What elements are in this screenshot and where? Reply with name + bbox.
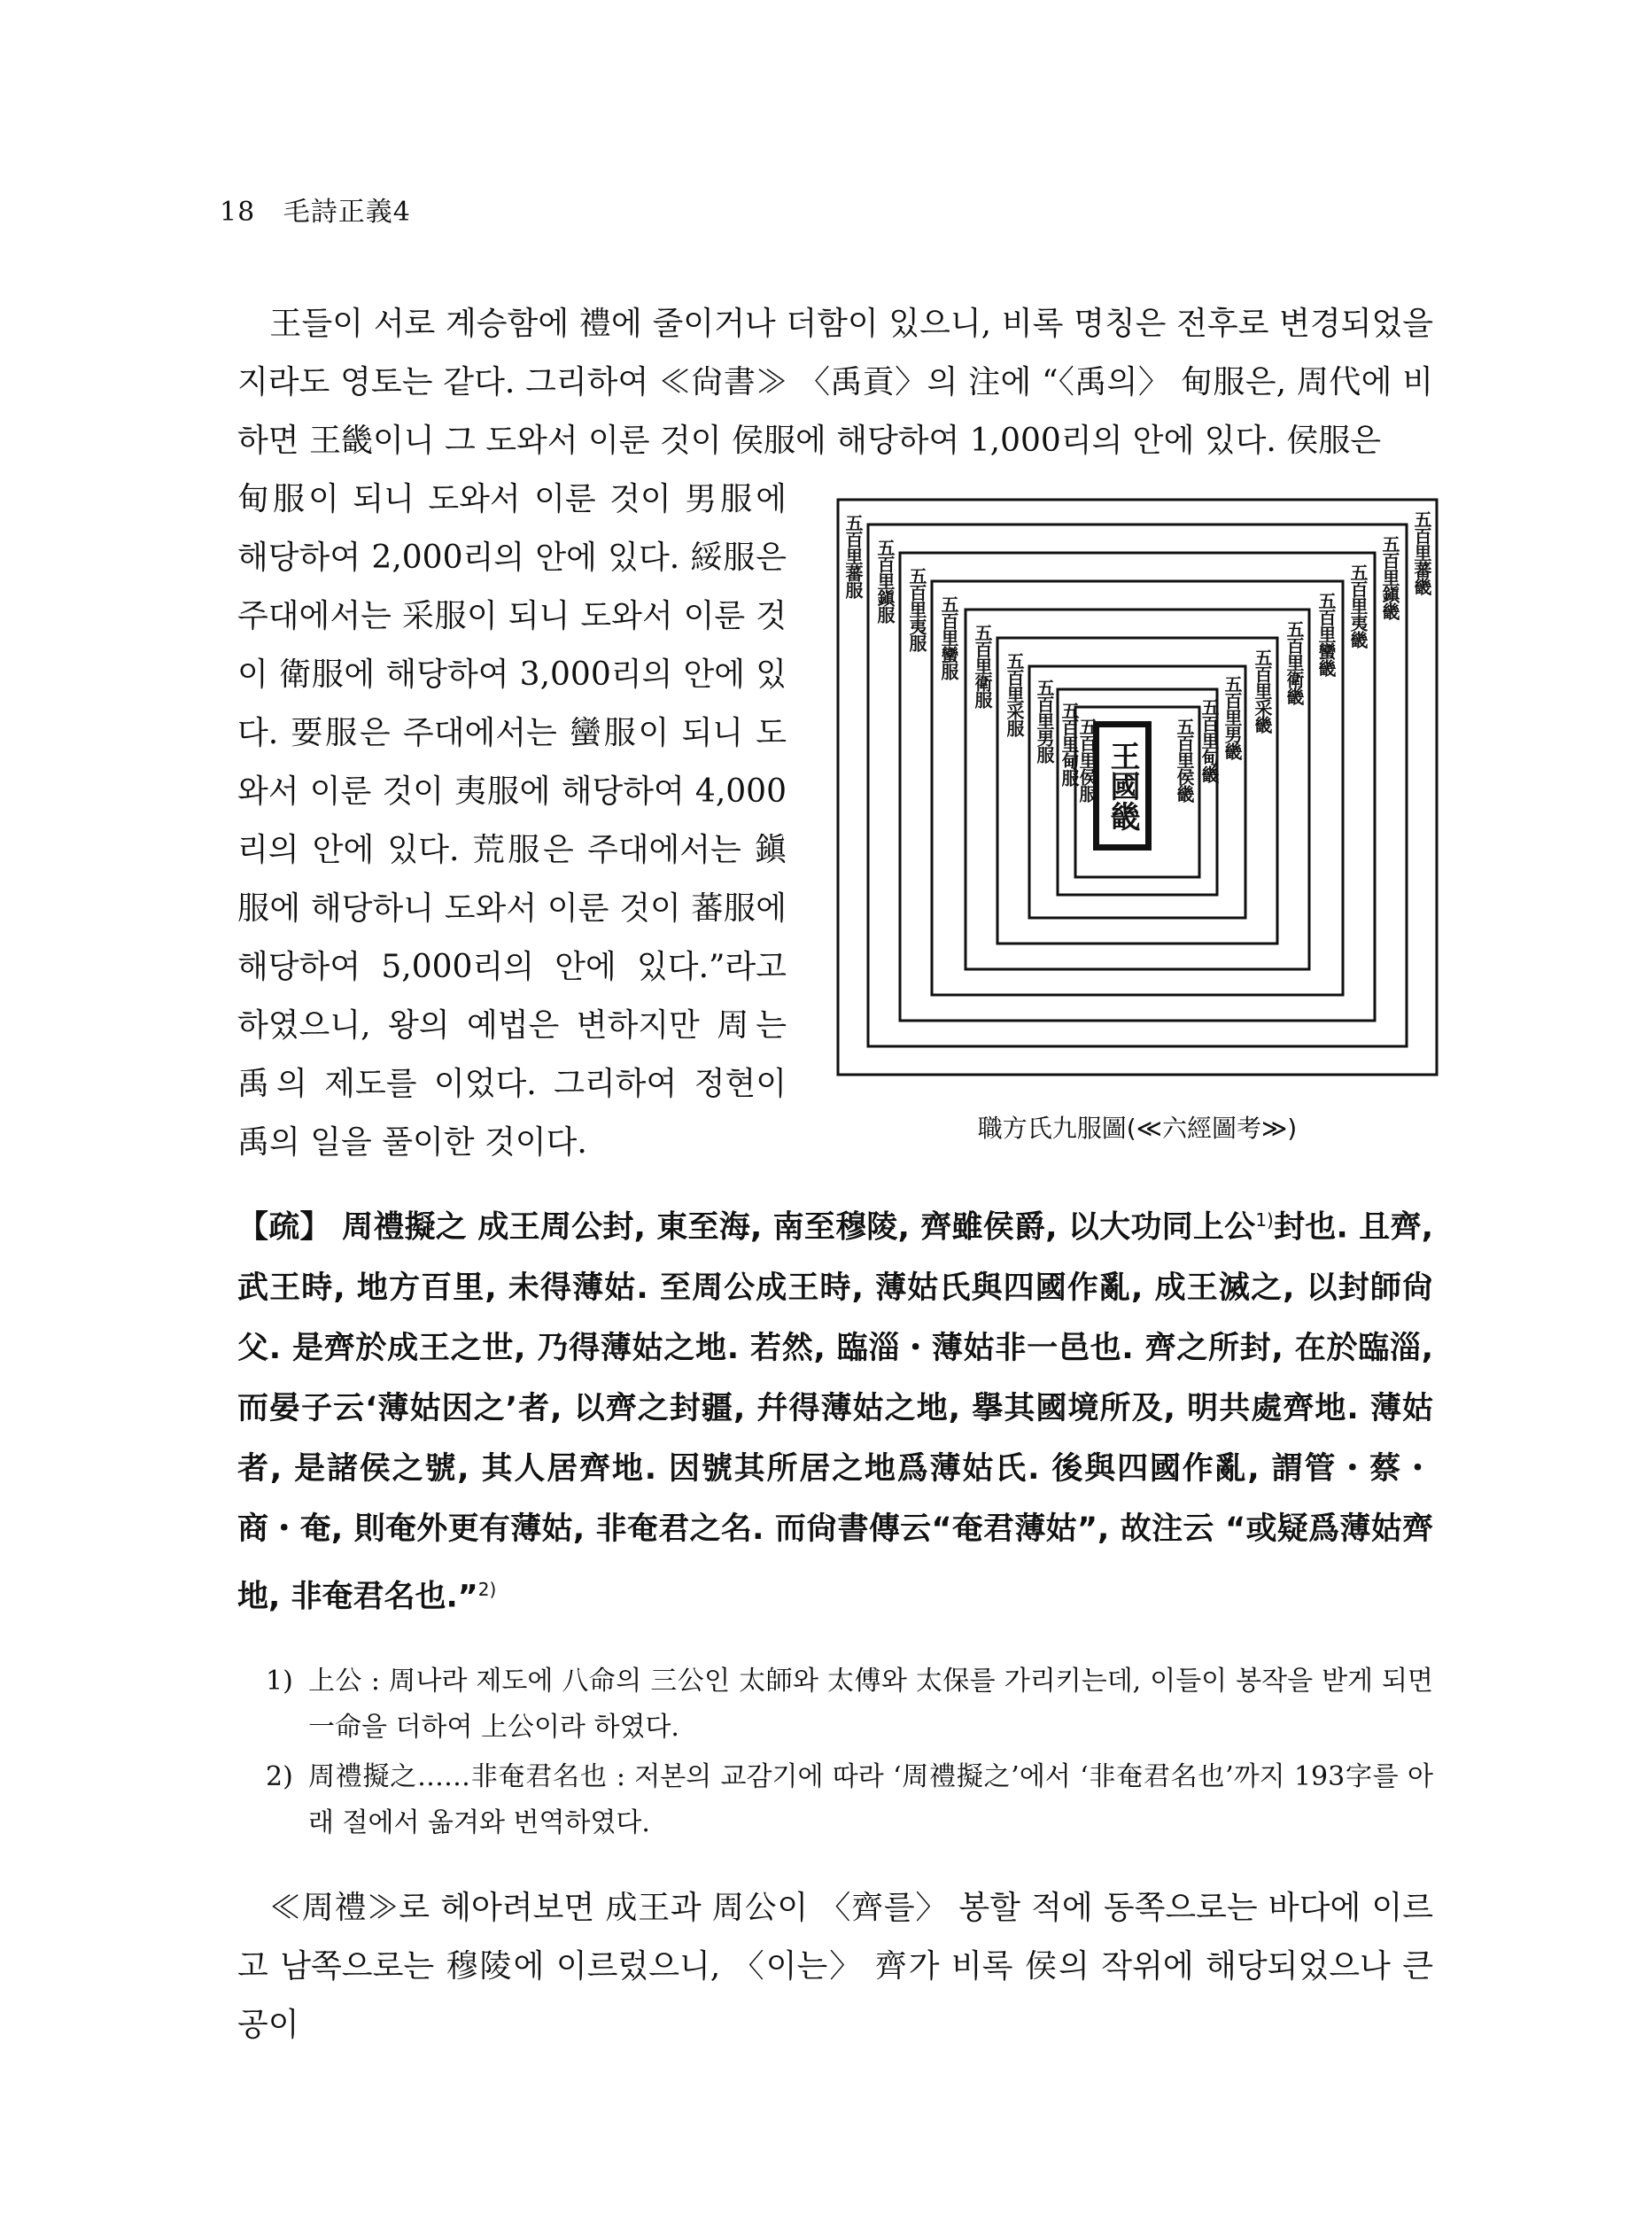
label-right-8: 五百里侯畿 — [1174, 718, 1195, 802]
footnote-2 — [266, 1754, 1433, 1846]
label-left-5: 五百里采服 — [1004, 652, 1025, 736]
footnote-ref-2: 2) — [477, 1578, 497, 1600]
label-left-0: 五百里蕃服 — [842, 514, 864, 598]
footnote-2-number: 2) — [266, 1761, 293, 1792]
commentary-text-b: 封也. 且齊, 武王時, 地方百里, 未得薄姑. 至周公成王時, 薄姑氏與四國作亂, 成王滅之, 以封師尙父. 是齊於成王之世, 乃得薄姑之地. 若然, 臨淄・薄姑非一邑也. 齊之所封, 在於臨淄, 而晏子云‘薄姑因之’者, 以齊之封疆, 幷得薄姑之地, 擧其國境所及, 明共處齊地. 薄姑者, 是諸侯之號, 其人居齊地. 因號其所居之地爲薄姑氏. 後與四國作亂, 謂管・蔡・商・奄, 則奄外更有薄姑, 非奄君之名. 而尙書傳云“奄君薄姑”, 故注云 “或疑爲薄姑齊地, 非奄君名也.” — [237, 1209, 1433, 1615]
paragraph-2-text: ≪周禮≫로 헤아려보면 成王과 周公이 〈齊를〉 봉할 적에 동쪽으로는 바다에 이르고 남쪽으로는 穆陵에 이르렀으니, 〈이는〉 齊가 비록 侯의 작위에 해당되었으나 큰 공이 — [237, 1890, 1433, 2043]
label-right-3: 五百里蠻畿 — [1315, 592, 1337, 676]
label-left-2: 五百里夷服 — [906, 567, 927, 651]
page-number: 18 — [220, 197, 256, 228]
label-left-1: 五百里鎭服 — [874, 539, 896, 623]
paragraph-1 — [237, 295, 1433, 470]
footnotes — [266, 1659, 1433, 1850]
label-left-6: 五百里男服 — [1034, 679, 1055, 763]
commentary — [237, 1190, 1433, 1627]
wrap-paragraph: 甸服이 되니 도와서 이룬 것이 男服에 해당하여 2,000리의 안에 있다. 綏服은 주대에서는 采服이 되니 도와서 이룬 것이 衛服에 해당하여 3,000리의 안에 있다. 要服은 주대에서는 蠻服이 되니 도와서 이룬 것이 夷服에 해당하여 4,000리의 안에 있다. 荒服은 주대에서는 鎭服에 해당하니 도와서 이룬 것이 蕃服에 해당하여 5,000리의 안에 있다.”라고 하였으니, 왕의 예법은 변하지만 周는 禹의 제도를 이었다. 그리하여 정현이 禹의 일을 풀이한 것이다. — [237, 481, 787, 1161]
center-box — [1093, 721, 1152, 851]
paragraph-2 — [237, 1879, 1433, 2055]
commentary-text-a: 周禮擬之 成王周公封, 東至海, 南至穆陵, 齊雖侯爵, 以大功同上公 — [342, 1209, 1256, 1246]
footnote-1 — [266, 1659, 1433, 1751]
commentary-marker: 【疏】 — [237, 1209, 331, 1246]
footnote-2-text: 周禮擬之……非奄君名也 : 저본의 교감기에 따라 ‘周禮擬之’에서 ‘非奄君名也’까지 193字를 아래 절에서 옮겨와 번역하였다. — [308, 1761, 1433, 1838]
page-header — [220, 190, 411, 229]
label-right-2: 五百里夷畿 — [1347, 563, 1369, 648]
footnote-1-number: 1) — [266, 1666, 293, 1697]
label-right-5: 五百里采畿 — [1252, 649, 1273, 733]
label-right-0: 五百里蕃畿 — [1411, 510, 1432, 594]
figure-caption: 職方氏九服圖(≪六經圖考≫) — [977, 1114, 1298, 1143]
label-left-3: 五百里蠻服 — [938, 595, 959, 680]
center-label: 王國畿 — [1105, 741, 1140, 831]
nine-zones-diagram — [836, 498, 1439, 1076]
footnote-ref-1: 1) — [1255, 1209, 1274, 1231]
book-title: 毛詩正義4 — [283, 197, 411, 228]
label-left-7: 五百里甸服 — [1059, 702, 1080, 786]
label-right-6: 五百里男畿 — [1222, 675, 1243, 759]
label-left-4: 五百里衛服 — [972, 624, 993, 708]
label-right-1: 五百里鎭畿 — [1379, 535, 1400, 619]
footnote-1-text: 上公 : 周나라 제도에 八命의 三公인 太師와 太傅와 太保를 가리키는데, 이들이 봉작을 받게 되면 一命을 더하여 上公이라 하였다. — [308, 1666, 1433, 1743]
label-left-8: 五百里侯服 — [1076, 718, 1097, 802]
label-right-4: 五百里衛畿 — [1284, 620, 1305, 704]
paragraph-1-text: 王들이 서로 계승함에 禮에 줄이거나 더함이 있으니, 비록 명칭은 전후로 변경되었을지라도 영토는 같다. 그리하여 ≪尙書≫ 〈禹貢〉의 注에 “〈禹의〉 甸服은, 周代에 비하면 王畿이니 그 도와서 이룬 것이 侯服에 해당하여 1,000리의 안에 있다. 侯服은 — [237, 306, 1433, 459]
label-right-7: 五百里甸畿 — [1198, 698, 1220, 782]
